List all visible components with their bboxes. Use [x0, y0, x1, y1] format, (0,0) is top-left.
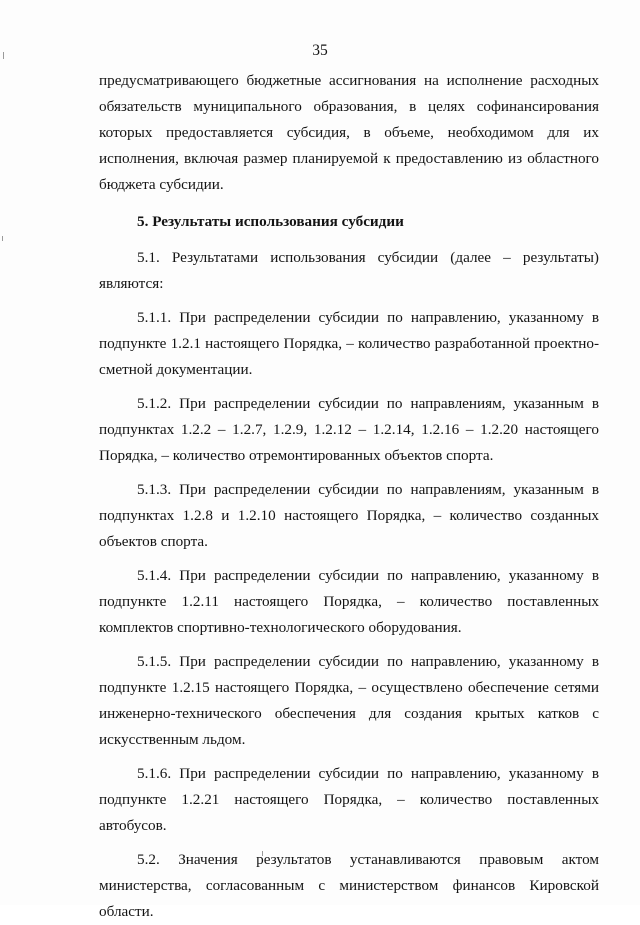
paragraph-5-1-5: 5.1.5. При распределении субсидии по направлению, указанному в подпункте 1.2.15 настоящего Порядка, – осуществлено обеспечение сетями инженерно-технического обеспечения для создания крытых катков с искусственным льдом. [99, 653, 599, 748]
paragraph-5-1-3: 5.1.3. При распределении субсидии по направлениям, указанным в подпунктах 1.2.8 и 1.2.10 настоящего Порядка, – количество созданных объектов спорта. [99, 481, 599, 550]
paragraph-5-2: 5.2. Значения результатов устанавливаются правовым актом министерства, согласованным с министерством финансов Кировской области. [99, 851, 599, 920]
paragraph-5-1: 5.1. Результатами использования субсидии (далее – результаты) являются: [99, 249, 599, 292]
paragraph-5-1-6: 5.1.6. При распределении субсидии по направлению, указанному в подпункте 1.2.21 настоящего Порядка, – количество поставленных автобусов. [99, 765, 599, 834]
paragraph-5-1-2: 5.1.2. При распределении субсидии по направлениям, указанным в подпунктах 1.2.2 – 1.2.7, 1.2.9, 1.2.12 – 1.2.14, 1.2.16 – 1.2.20 настоящего Порядка, – количество отремонтированных объектов спорта. [99, 395, 599, 464]
section-heading-5: 5. Результаты использования субсидии [137, 213, 404, 230]
page-number: 35 [312, 42, 328, 59]
paragraph-5-1-4: 5.1.4. При распределении субсидии по направлению, указанному в подпункте 1.2.11 настоящего Порядка, – количество поставленных комплектов спортивно-технологического оборудования. [99, 567, 599, 636]
scan-mark [2, 236, 3, 241]
paragraph-intro-continuation: предусматривающего бюджетные ассигнования на исполнение расходных обязательств муниципального образования, в целях софинансирования которых предоставляется субсидия, в объеме, необходимом для их исполнения, включая размер планируемой к предоставлению из областного бюджета субсидии. [99, 72, 599, 193]
document-body [99, 68, 599, 925]
paragraph-5-1-1: 5.1.1. При распределении субсидии по направлению, указанному в подпункте 1.2.1 настоящего Порядка, – количество разработанной проектно-сметной документации. [99, 309, 599, 378]
